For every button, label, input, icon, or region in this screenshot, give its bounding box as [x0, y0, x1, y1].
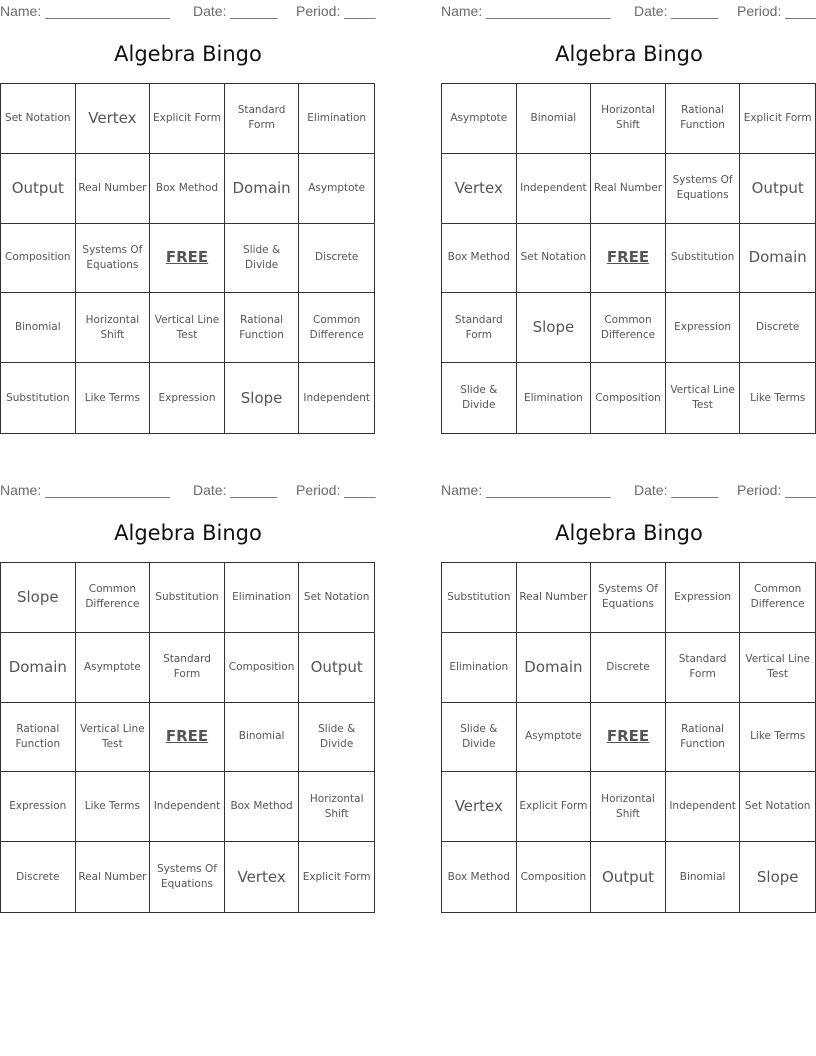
- period-field: Period: ____: [737, 3, 816, 19]
- bingo-cell: Like Terms: [740, 703, 815, 773]
- bingo-cell: Domain: [740, 224, 815, 294]
- bingo-cell: Vertex: [442, 772, 517, 842]
- bingo-card-4: [441, 479, 816, 919]
- bingo-cell: Substitution: [150, 563, 225, 633]
- bingo-cell: Binomial: [1, 293, 76, 363]
- bingo-card-3: [0, 479, 376, 919]
- bingo-cell: Slide & Divide: [442, 703, 517, 773]
- bingo-cell: Horizontal Shift: [591, 772, 666, 842]
- bingo-cell: Real Number: [76, 842, 151, 912]
- card-title: Algebra Bingo: [555, 42, 703, 66]
- bingo-cell: Horizontal Shift: [76, 293, 151, 363]
- bingo-cell: Binomial: [666, 842, 741, 912]
- bingo-cell: Slope: [756, 867, 799, 886]
- card-title: Algebra Bingo: [114, 521, 262, 545]
- bingo-cell: Box Method: [150, 154, 225, 224]
- bingo-cell: Rational Function: [666, 84, 741, 154]
- bingo-cell: Box Method: [442, 842, 517, 912]
- date-field: Date: ______: [193, 482, 278, 498]
- bingo-cell: Slope: [1, 563, 76, 633]
- bingo-cell: Rational Function: [1, 703, 76, 773]
- bingo-card-2: [441, 0, 816, 440]
- bingo-cell: Common Difference: [299, 293, 374, 363]
- bingo-cell: Set Notation: [517, 224, 592, 294]
- bingo-cell: Binomial: [517, 84, 592, 154]
- free-space: FREE: [150, 224, 225, 294]
- card-header: [0, 3, 376, 19]
- date-field: Date: ______: [634, 3, 719, 19]
- bingo-cell: Common Difference: [591, 293, 666, 363]
- period-field: Period: ____: [296, 3, 376, 19]
- bingo-cell: Elimination: [299, 84, 374, 154]
- card-header: [441, 3, 816, 19]
- bingo-cell: Vertical Line Test: [666, 363, 741, 433]
- period-field: Period: ____: [737, 482, 816, 498]
- bingo-cell: Elimination: [225, 563, 300, 633]
- date-field: Date: ______: [634, 482, 719, 498]
- bingo-cell: Substitution: [666, 224, 741, 294]
- name-field: Name: ________________: [0, 3, 170, 19]
- bingo-cell: Output: [1, 154, 76, 224]
- bingo-cell: Vertical Line Test: [76, 703, 151, 773]
- bingo-cell: Domain: [225, 154, 300, 224]
- bingo-cell: Standard Form: [225, 84, 300, 154]
- bingo-cell: Real Number: [517, 563, 592, 633]
- bingo-cell: Independent: [666, 772, 741, 842]
- bingo-cell: Composition: [517, 842, 592, 912]
- bingo-card-1: [0, 0, 376, 440]
- bingo-cell: Domain: [517, 633, 592, 703]
- bingo-cell: Expression: [150, 363, 225, 433]
- bingo-grid: [0, 562, 375, 913]
- bingo-cell: Systems Of Equations: [150, 842, 225, 912]
- bingo-cell: Expression: [1, 772, 76, 842]
- date-field: Date: ______: [193, 3, 278, 19]
- bingo-cell: Vertex: [225, 842, 300, 912]
- bingo-cell: Horizontal Shift: [299, 772, 374, 842]
- bingo-cell: Real Number: [591, 154, 666, 224]
- bingo-cell: Independent: [150, 772, 225, 842]
- bingo-cell: Like Terms: [76, 363, 151, 433]
- bingo-cell: Slope: [225, 363, 300, 433]
- bingo-cell: Elimination: [517, 363, 592, 433]
- bingo-cell: Systems Of Equations: [666, 154, 741, 224]
- bingo-cell: Binomial: [225, 703, 300, 773]
- bingo-cell: Domain: [1, 633, 76, 703]
- bingo-cell: Common Difference: [740, 563, 815, 633]
- bingo-cell: Asymptote: [442, 84, 517, 154]
- bingo-cell: Asymptote: [517, 703, 592, 773]
- bingo-grid: [441, 562, 816, 913]
- bingo-cell: Explicit Form: [740, 84, 815, 154]
- bingo-cell: Systems Of Equations: [591, 563, 666, 633]
- bingo-cell: Systems Of Equations: [76, 224, 151, 294]
- bingo-cell: Composition: [1, 224, 76, 294]
- bingo-grid: [441, 83, 816, 434]
- card-title: Algebra Bingo: [114, 42, 262, 66]
- bingo-cell: Standard Form: [442, 293, 517, 363]
- bingo-cell: Composition: [591, 363, 666, 433]
- period-field: Period: ____: [296, 482, 376, 498]
- bingo-cell: Output: [591, 842, 666, 912]
- bingo-cell: Vertex: [442, 154, 517, 224]
- bingo-cell: Set Notation: [740, 772, 815, 842]
- name-field: Name: ________________: [441, 482, 611, 498]
- bingo-cell: Slide & Divide: [442, 363, 517, 433]
- card-header: [0, 482, 376, 498]
- bingo-cell: Standard Form: [666, 633, 741, 703]
- bingo-cell: Asymptote: [299, 154, 374, 224]
- free-space: FREE: [150, 703, 225, 773]
- bingo-cell: Composition: [225, 633, 300, 703]
- bingo-cell: Rational Function: [666, 703, 741, 773]
- bingo-cell: Like Terms: [76, 772, 151, 842]
- card-title: Algebra Bingo: [555, 521, 703, 545]
- bingo-cell: Rational Function: [225, 293, 300, 363]
- bingo-cell: Common Difference: [76, 563, 151, 633]
- bingo-cell: Set Notation: [299, 563, 374, 633]
- bingo-cell: Slide & Divide: [225, 224, 300, 294]
- bingo-cell: Independent: [303, 391, 370, 404]
- bingo-cell: Explicit Form: [517, 772, 592, 842]
- bingo-cell: Asymptote: [76, 633, 151, 703]
- bingo-grid: [0, 83, 375, 434]
- bingo-cell: Expression: [666, 293, 741, 363]
- bingo-cell: Explicit Form: [150, 84, 225, 154]
- free-space: FREE: [591, 224, 666, 294]
- bingo-cell: Box Method: [225, 772, 300, 842]
- bingo-cell: Standard Form: [150, 633, 225, 703]
- bingo-cell: Elimination: [442, 633, 517, 703]
- bingo-cell: Vertical Line Test: [740, 633, 815, 703]
- bingo-cell: Vertical Line Test: [150, 293, 225, 363]
- bingo-cell: Explicit Form: [302, 870, 371, 883]
- card-header: [441, 482, 816, 498]
- name-field: Name: ________________: [0, 482, 170, 498]
- bingo-cell: Box Method: [442, 224, 517, 294]
- bingo-cell: Discrete: [591, 633, 666, 703]
- bingo-cell: Output: [740, 154, 815, 224]
- free-space: FREE: [591, 703, 666, 773]
- bingo-cell: Slide & Divide: [299, 703, 374, 773]
- bingo-cell: Output: [299, 633, 374, 703]
- bingo-cell: Like Terms: [750, 391, 806, 404]
- bingo-cell: Real Number: [76, 154, 151, 224]
- bingo-cell: Vertex: [76, 84, 151, 154]
- bingo-cell: Slope: [517, 293, 592, 363]
- bingo-cell: Set Notation: [1, 84, 76, 154]
- bingo-cell: Discrete: [740, 293, 815, 363]
- bingo-cell: Independent: [517, 154, 592, 224]
- bingo-cell: Horizontal Shift: [591, 84, 666, 154]
- bingo-cell: Substitution: [1, 363, 76, 433]
- bingo-cell: Substitution: [442, 563, 517, 633]
- bingo-cell: Discrete: [299, 224, 374, 294]
- bingo-cell: Expression: [666, 563, 741, 633]
- bingo-cell: Discrete: [1, 842, 76, 912]
- name-field: Name: ________________: [441, 3, 611, 19]
